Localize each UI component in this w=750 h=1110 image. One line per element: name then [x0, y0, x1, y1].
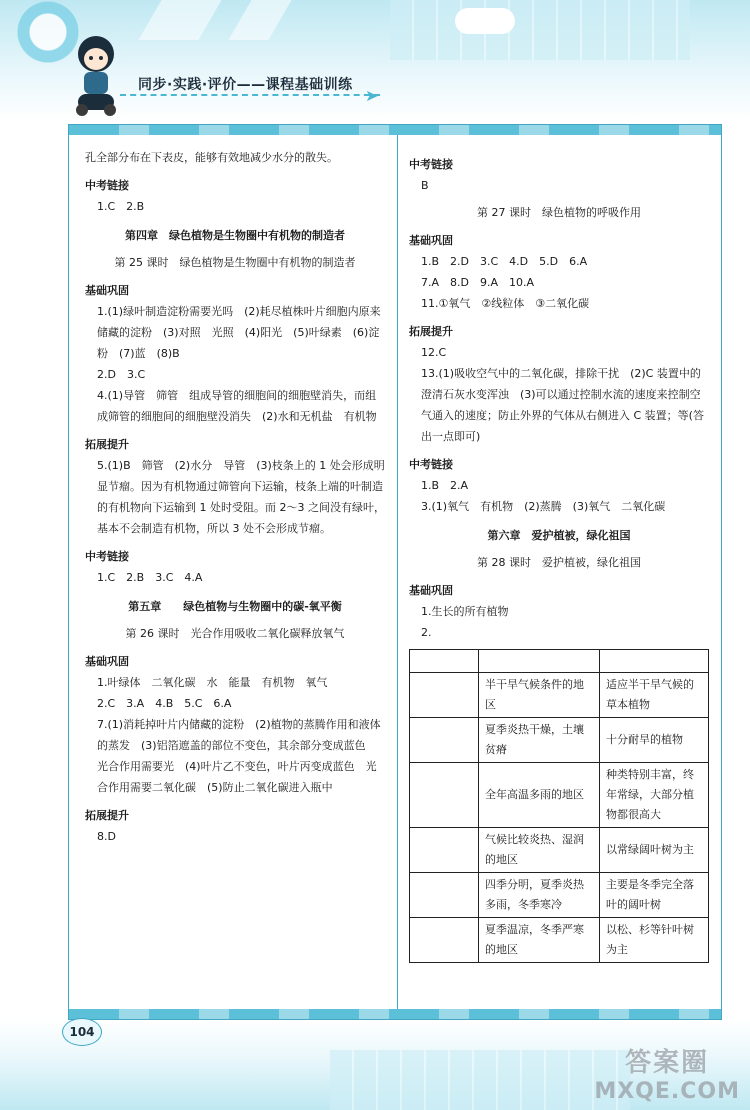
right-column	[409, 147, 709, 963]
frame-top-bar	[69, 125, 721, 135]
section-heading: 中考链接	[409, 458, 453, 471]
watermark-en: MXQE.COM	[594, 1079, 740, 1104]
chapter-title: 第六章 爱护植被，绿化祖国	[487, 529, 631, 542]
chapter-title: 第四章 绿色植物是生物圈中有机物的制造者	[125, 229, 345, 242]
table-cell: 夏季炎热干燥，土壤贫瘠	[479, 718, 600, 763]
chapter-title: 第五章 绿色植物与生物圈中的碳-氧平衡	[128, 600, 342, 613]
section-heading: 中考链接	[85, 179, 129, 192]
watermark-cn: 答案圈	[625, 1048, 710, 1078]
page-number: 104	[62, 1018, 102, 1046]
table-cell	[410, 673, 479, 718]
answer-line: 5.(1)B 筛管 (2)水分 导管 (3)枝条上的 1 处会形成明显节瘤。因为有机物通过筛管向下运输，枝条上端的叶制造的有机物向下运输到 1 处时受阻。而 2～3 之间没有绿叶，基本不会制造有机物，所以 3 处不会形成节瘤。	[97, 459, 385, 535]
table-cell: 夏季温凉，冬季严寒的地区	[479, 918, 600, 963]
answer-line: 1.B 2.D 3.C 4.D 5.D 6.A	[421, 255, 588, 268]
table-cell: 适应半干旱气候的草本植物	[600, 673, 709, 718]
answer-line: 12.C	[421, 346, 447, 359]
header-brick-pattern	[390, 0, 690, 60]
left-column	[85, 147, 385, 847]
table-cell	[410, 763, 479, 828]
section-heading: 基础巩固	[85, 284, 129, 297]
table-row	[410, 763, 709, 828]
table-row	[410, 873, 709, 918]
answer-line: 1.叶绿体 二氧化碳 水 能量 有机物 氧气	[97, 676, 328, 689]
table-cell: 十分耐旱的植物	[600, 718, 709, 763]
table-cell	[479, 650, 600, 673]
frame-bottom-bar	[69, 1009, 721, 1019]
table-cell: 半干旱气候条件的地区	[479, 673, 600, 718]
answer-line: 1.C 2.B	[97, 200, 145, 213]
table-row	[410, 650, 709, 673]
table-row	[410, 673, 709, 718]
lesson-title: 第 25 课时 绿色植物是生物圈中有机物的制造者	[114, 256, 356, 269]
lesson-title: 第 27 课时 绿色植物的呼吸作用	[477, 206, 641, 219]
page-footer	[0, 1020, 750, 1110]
page-header	[0, 0, 750, 120]
table-cell	[410, 650, 479, 673]
table-cell: 以松、杉等针叶树为主	[600, 918, 709, 963]
table-cell: 种类特别丰富，终年常绿，大部分植物都很高大	[600, 763, 709, 828]
answer-line: 3.(1)氧气 有机物 (2)蒸腾 (3)氧气 二氧化碳	[421, 500, 666, 513]
section-heading: 拓展提升	[409, 325, 453, 338]
table-cell: 四季分明，夏季炎热多雨，冬季寒冷	[479, 873, 600, 918]
header-stripe	[228, 0, 291, 40]
table-row	[410, 828, 709, 873]
section-heading: 中考链接	[85, 550, 129, 563]
answer-line: 1.C 2.B 3.C 4.A	[97, 571, 203, 584]
table-cell	[410, 718, 479, 763]
table-cell: 主要是冬季完全落叶的阔叶树	[600, 873, 709, 918]
table-cell	[410, 918, 479, 963]
arrow-right-icon: ➤	[365, 86, 379, 105]
answer-line: 13.(1)吸收空气中的二氧化碳，排除干扰 (2)C 装置中的澄清石灰水变浑浊 (3)可以通过控制水流的速度来控制空气通入的速度；防止外界的气体从右侧进入 C 装置；等(答出一点即可)	[421, 367, 704, 443]
table-cell	[410, 873, 479, 918]
section-heading: 基础巩固	[409, 584, 453, 597]
series-title: 同步·实践·评价——课程基础训练	[138, 77, 353, 93]
answer-line: 2.C 3.A 4.B 5.C 6.A	[97, 697, 232, 710]
answer-line: 7.A 8.D 9.A 10.A	[421, 276, 535, 289]
answer-line: 4.(1)导管 筛管 组成导管的细胞间的细胞壁消失，而组成筛管的细胞间的细胞壁没消失 (2)水和无机盐 有机物	[97, 389, 377, 423]
table-row	[410, 718, 709, 763]
answer-line: 2.D 3.C	[97, 368, 146, 381]
table-cell	[600, 650, 709, 673]
answer-line: 1.生长的所有植物	[421, 605, 509, 618]
table-cell	[410, 828, 479, 873]
right-column-text	[409, 154, 709, 643]
answer-line: 8.D	[97, 830, 116, 843]
header-dashed-line	[120, 94, 380, 96]
section-heading: 基础巩固	[85, 655, 129, 668]
content-frame	[68, 124, 722, 1020]
answer-line: B	[421, 179, 429, 192]
section-heading: 拓展提升	[85, 438, 129, 451]
answer-line: 2.	[421, 626, 432, 639]
table-cell: 气候比较炎热、湿润的地区	[479, 828, 600, 873]
watermark	[594, 1042, 740, 1104]
answer-line: 1.B 2.A	[421, 479, 469, 492]
answer-line: 11.①氧气 ②线粒体 ③二氧化碳	[421, 297, 590, 310]
column-divider	[397, 135, 398, 1009]
answer-line: 7.(1)消耗掉叶片内储藏的淀粉 (2)植物的蒸腾作用和液体的蒸发 (3)铝箔遮盖的部位不变色，其余部分变成蓝色 光合作用需要光 (4)叶片乙不变色，叶片丙变成蓝色 光合作用需要二氧化碳 (5)防止二氧化碳进入瓶中	[97, 718, 381, 794]
section-heading: 基础巩固	[409, 234, 453, 247]
header-stripe	[138, 0, 221, 40]
header-cloud	[455, 8, 515, 34]
answer-line: 孔全部分布在下表皮，能够有效地减少水分的散失。	[85, 151, 338, 164]
table-row	[410, 918, 709, 963]
section-heading: 拓展提升	[85, 809, 129, 822]
table-cell: 全年高温多雨的地区	[479, 763, 600, 828]
lesson-title: 第 28 课时 爱护植被，绿化祖国	[477, 556, 641, 569]
footer-brick-pattern	[330, 1050, 630, 1110]
mascot-icon	[72, 32, 120, 118]
answer-line: 1.(1)绿叶制造淀粉需要光吗 (2)耗尽植株叶片细胞内原来储藏的淀粉 (3)对照 光照 (4)阳光 (5)叶绿素 (6)淀粉 (7)蓝 (8)B	[97, 305, 381, 360]
table-cell: 以常绿阔叶树为主	[600, 828, 709, 873]
lesson-title: 第 26 课时 光合作用吸收二氧化碳释放氧气	[125, 627, 345, 640]
vegetation-table	[409, 649, 709, 963]
section-heading: 中考链接	[409, 158, 453, 171]
